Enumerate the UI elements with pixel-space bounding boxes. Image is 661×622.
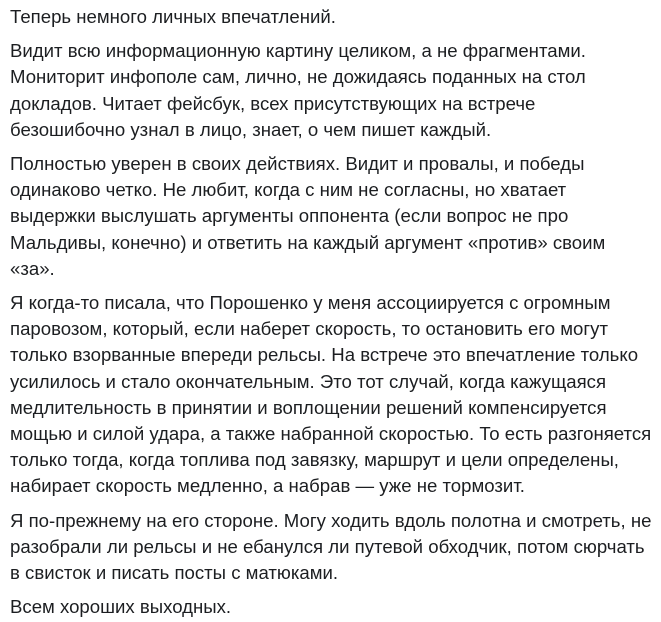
paragraph-support: Я по-прежнему на его стороне. Могу ходить вдоль полотна и смотреть, не разобрали ли рельсы и не ебанулся ли путевой обходчик, потом сюрчать в свисток и писать посты с матюками.	[10, 509, 652, 584]
paragraph-closing: Всем хороших выходных.	[10, 596, 232, 618]
paragraph-intro: Теперь немного личных впечатлений.	[10, 6, 336, 27]
paragraph-information: Видит всю информационную картину целиком, а не фрагментами. Мониторит инфополе сам, лично, не дожидаясь поданных на стол докладов. Читает фейсбук, всех присутствующих на встрече безошибочно узнал в лицо, знает, о чем пишет каждый.	[10, 40, 586, 140]
paragraph-confidence: Полностью уверен в своих действиях. Видит и провалы, и победы одинаково четко. Не любит, когда с ним не согласны, но хватает выдержки выслушать аргументы оппонента (если вопрос не про Мальдивы, конечно) и ответить на каждый аргумент «против» своим «за».	[10, 153, 606, 279]
paragraph-locomotive: Я когда-то писала, что Порошенко у меня ассоциируется с огромным паровозом, который, если наберет скорость, то остановить его могут только взорванные впереди рельсы. На встрече это впечатление только усилилось и стало окончательным. Это тот случай, когда кажущаяся медлительность в принятии и воплощении решений компенсируется мощью и силой удара, а также набранной скоростью. То есть разгоняется только тогда, когда топлива под завязку, маршрут и цели определены, набирает скорость медленно, а набрав — уже не тормозит.	[10, 292, 652, 497]
